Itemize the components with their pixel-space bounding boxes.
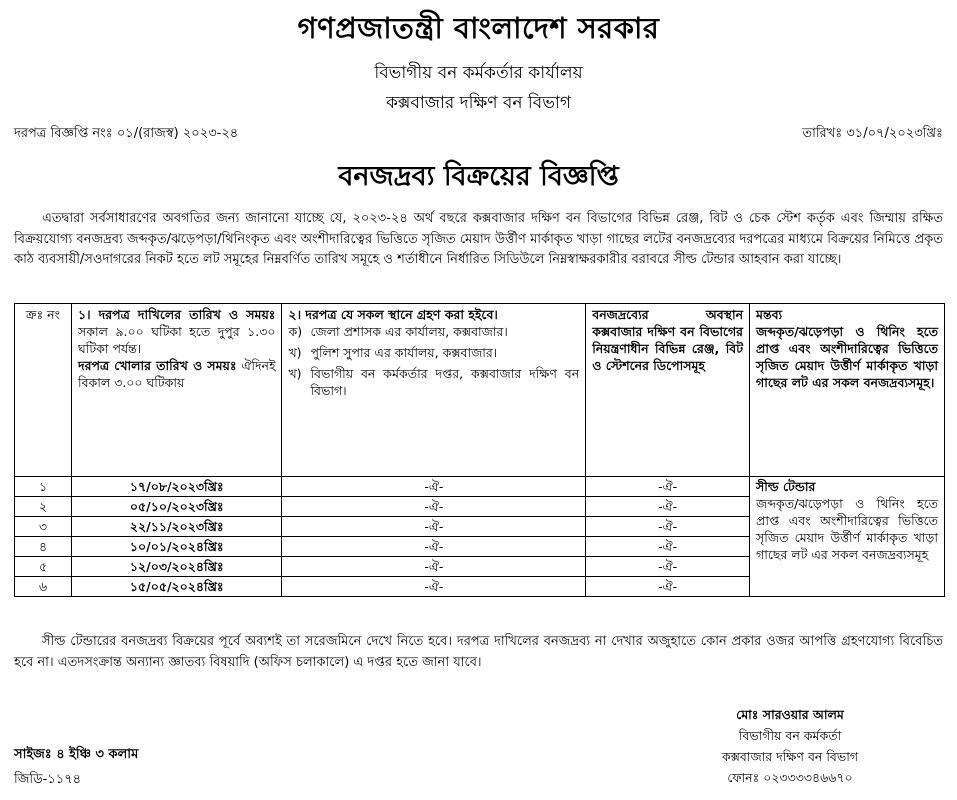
row-location: -ঐ-: [586, 497, 750, 517]
row-location: -ঐ-: [586, 537, 750, 557]
row-serial: ৩: [15, 517, 72, 537]
remarks-header: [750, 304, 945, 477]
ad-size: সাইজঃ ৪ ইঞ্চি ৩ কলাম: [14, 747, 139, 762]
list-item-key: খ): [288, 345, 302, 360]
table-row: [15, 477, 945, 497]
opening-time-title: দরপত্র খোলার তারিখ ও সময়ঃ: [78, 358, 237, 373]
row-place: -ঐ-: [282, 557, 586, 577]
tender-schedule-table: [14, 303, 945, 597]
intro-paragraph: এতদ্বারা সর্বসাধারণের অবগতির জন্য জানানো যাচ্ছে যে, ২০২৩-২৪ অর্থ বছরে কক্সবাজার দক্ষিণ বন বিভাগের বিভিন্ন রেঞ্জ, বিট ও চেক স্টেশ কর্তৃক এবং জিম্মায় রক্ষিত বিক্রয়যোগ্য বনজদ্রব্য জব্দকৃত/ঝড়েপড়া/থিনিংকৃত এবং অংশীদারিত্বের ভিত্তিতে সৃজিত মেয়াদ উর্ত্তীণ মার্কাকৃত খাড়া গাছের লটের বনজদ্রব্যের দরপত্রের মাধ্যমে বিক্রয়ের নিমিত্তে প্রকৃত কাঠ ব্যবসায়ী/সওদাগরের নিকট হতে লট সমূহের নিম্নবর্ণিত তারিখ সমূহে ও শর্তাধীনে নির্ধারিত সিডিউলে নিম্নস্বাক্ষরকারীর বরাবরে সীল্ড টেন্ডার আহবান করা যাচ্ছে।: [14, 211, 943, 267]
row-date: ১৭/০৮/২০২৩খ্রিঃ: [72, 477, 282, 497]
signatory-division: কক্সবাজার দক্ষিণ বন বিভাগ: [721, 749, 859, 764]
signatory-name: মোঃ সারওয়ার আলম: [736, 707, 844, 722]
row-location: -ঐ-: [586, 517, 750, 537]
row-location: -ঐ-: [586, 477, 750, 497]
office-name: বিভাগীয় বন কর্মকর্তার কার্যালয়: [374, 63, 583, 83]
row-place: -ঐ-: [282, 497, 586, 517]
rows-remarks: [750, 477, 945, 597]
rows-remarks-text: জব্দকৃত/ঝড়েপড়া ও থিনিং হতে প্রাপ্ত এবং অংশীদারিত্বের ভিত্তিতে সৃজিত মেয়াদ উর্ত্তীর্ণ মার্কাকৃত খাড়া গাছের লট এর সকল বনজদ্রব্যসমূহ: [756, 496, 938, 562]
submission-time-title: ১। দরপত্র দাখিলের তারিখ ও সময়ঃ: [78, 307, 276, 322]
table-header-row: [15, 304, 945, 477]
memo-date: তারিখঃ ৩১/০৭/২০২৩খ্রিঃ: [802, 126, 943, 141]
location-header: বনজদ্রব্যের অবস্থান কক্সবাজার দক্ষিণ বন বিভাগের নিয়ন্ত্রণাধীন বিভিন্ন রেঞ্জ, বিট ও স্টেশনের ডিপোসমূহ: [586, 304, 750, 477]
signatory-phone: ফোনঃ ০২৩৩৩৩৪৬৬৭০: [727, 770, 853, 785]
row-date: ১০/০১/২০২৪খ্রিঃ: [72, 537, 282, 557]
row-serial: ৪: [15, 537, 72, 557]
list-item: [288, 344, 579, 361]
memo-number: দরপত্র বিজ্ঞপ্তি নংঃ ০১/(রাজস্ব) ২০২৩-২৪: [14, 126, 239, 141]
signature-block: [640, 704, 940, 788]
submission-places-header: [282, 304, 586, 477]
row-place: -ঐ-: [282, 537, 586, 557]
government-heading: গণপ্রজাতন্ত্রী বাংলাদেশ সরকার: [297, 11, 660, 45]
list-item-key: খ): [288, 366, 302, 381]
notice-title: বনজদ্রব্য বিক্রয়ের বিজ্ঞপ্তি: [338, 161, 619, 192]
list-item-text: পুলিশ সুপার এর কার্যালয়, কক্সবাজার।: [310, 345, 498, 360]
serial-header: ক্রঃ নং: [15, 304, 72, 477]
list-item-text: জেলা প্রশাসক এর কার্যালয়, কক্সবাজার।: [310, 324, 508, 339]
row-date: ২২/১১/২০২৩খ্রিঃ: [72, 517, 282, 537]
closing-paragraph: সীল্ড টেন্ডারের বনজদ্রব্য বিক্রয়ের পূর্বে অব্যশই তা সরেজমিনে দেখে নিতে হবে। দরপত্র দাখিলের বনজদ্রব্য না দেখার অজুহাতে কোন প্রকার ওজর আপত্তি গ্রহণযোগ্য বিবেচিত হবে না। এতদসংক্রান্ত অন্যান্য জ্ঞাতব্য বিষয়াদি (অফিস চলাকালে) এ দপ্তর হতে জানা যাবে।: [14, 634, 943, 670]
row-location: -ঐ-: [586, 577, 750, 597]
submission-places-title: ২। দরপত্র যে সকল স্থানে গ্রহণ করা হইবে।: [288, 307, 498, 322]
opening-time-text: ঐদিনই বিকাল ৩.০০ ঘটিকায়: [78, 358, 276, 390]
gd-number: জিডি-১১৭৪: [14, 772, 82, 787]
division-name: কক্সবাজার দক্ষিণ বন বিভাগ: [386, 93, 571, 113]
row-date: ০৫/১০/২০২৩খ্রিঃ: [72, 497, 282, 517]
list-item-text: বিভাগীয় বন কর্মকর্তার দপ্তর, কক্সবাজার দক্ষিণ বন বিভাগ।: [310, 366, 580, 398]
submission-time-text: সকাল ৯.০০ ঘটিকা হতে দুপুর ১.৩০ ঘটিকা পর্যন্ত।: [78, 324, 276, 356]
row-date: ১৫/০৫/২০২৪খ্রিঃ: [72, 577, 282, 597]
row-location: -ঐ-: [586, 557, 750, 577]
submission-places-list: [288, 323, 579, 399]
row-serial: ১: [15, 477, 72, 497]
remarks-title: মন্তব্য: [756, 307, 783, 322]
list-item: [288, 323, 579, 340]
submission-time-header: [72, 304, 282, 477]
row-date: ১২/০৩/২০২৪খ্রিঃ: [72, 557, 282, 577]
row-serial: ২: [15, 497, 72, 517]
rows-remarks-title: সীল্ড টেন্ডার: [756, 479, 816, 494]
row-place: -ঐ-: [282, 577, 586, 597]
remarks-text: জব্দকৃত/ঝড়েপড়া ও থিনিং হতে প্রাপ্ত এবং অংশীদারিত্বের ভিত্তিতে সৃজিত মেয়াদ উর্ত্তীর্ণ মার্কাকৃত খাড়া গাছের লট এর সকল বনজদ্রব্যসমূহ।: [756, 324, 938, 390]
list-item-key: ক): [288, 324, 303, 339]
row-place: -ঐ-: [282, 477, 586, 497]
row-serial: ৫: [15, 557, 72, 577]
list-item: [288, 365, 579, 399]
signatory-designation: বিভাগীয় বন কর্মকর্তা: [738, 728, 842, 743]
row-place: -ঐ-: [282, 517, 586, 537]
row-serial: ৬: [15, 577, 72, 597]
